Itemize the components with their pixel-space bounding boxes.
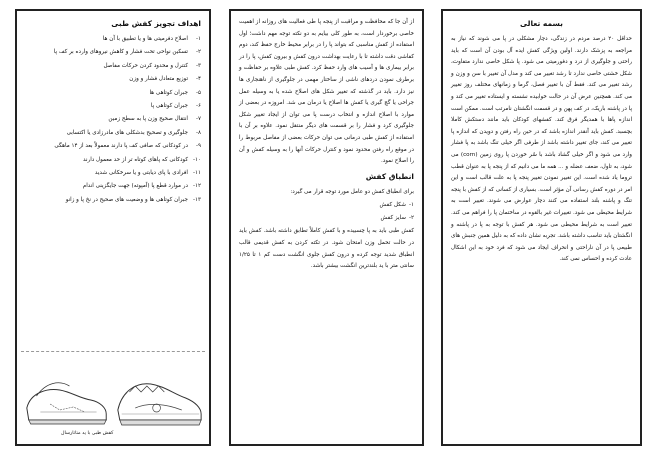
list-item: ۱۰- کودکانی که پاهای کوتاه تر از حد معمول دارند (83, 156, 201, 163)
middle-body: از آن جا که محافظت و مراقبت از پنجه پا طی فعالیت های روزانه از اهمیت خاصی برخوردار است، به طور کلی بیایم به دو نکته توجه مهم داشت؛ اول استفاده از کفش مناسبی که بتواند پا را در برابر محیط خارج حفظ کند، دوم کفاشی دقت داشته تا با رعایت بهداشت درون کفش و بیرون کفش، پا را در برابر بیماری ها و آسیب های وارد حفظ کرد. کفش طبی علاوه بر حفاظت و برطرف نمودن دردهای ناشی از ساختار مهمی در جلوگیری از ناهنجاری ها نیز دارد. باید در گذشته که تغییر شکل های اصلاح شده یا به وسیله عمل جراحی یا گچ گیری یا کفش ها اصلاح یا درمان می شد. امروزه در بعضی از موارد با اصلاح اندازه و انتخاب درست پا می توان از ایجاد تغییر شکل جلوگیری کرد و فشار را بر قسمت های دیگر منتقل نمود. علاوه بر آن با استفاده از کفش طبی درمانی می توان حرکات بعضی از مفاصل مربوط را در موقع راه رفتن محدود نمود و کنترل حرکات آنها را به وسیله کفش و آن را اصلاح نمود. (239, 19, 414, 165)
list-item: ۱۱- افرادی با پای دیابتی و یا سرخکانی شدید (94, 169, 201, 176)
shoe-illustration (21, 351, 205, 438)
list-item: ۱- شکل کفش (379, 202, 414, 209)
goals-list (25, 34, 201, 206)
shoe-fit-intro: برای انطباق کفش دو عامل مورد توجه قرار می گیرد: (290, 188, 414, 195)
list-item: ۱- اصلاح دفرمیتی ها و یا تطبیق با آن ها (102, 36, 201, 42)
list-item: ۱۲- در موارد قطع پا (آمپوته) جهت جایگزینی اندام (82, 183, 201, 190)
list-item: ۴- توزیع متعادل فشار و وزن (129, 76, 201, 83)
left-column (15, 9, 211, 446)
list-item: ۶- جبران کوتاهی پا (150, 102, 201, 109)
left-heading: اهداف تجویز کفش طبی (111, 19, 201, 28)
list-item: ۷- انتقال صحیح وزن پا به سطح زمین (108, 116, 201, 123)
list-item: ۵- جبران کوتاهی ها (149, 89, 201, 96)
right-column (441, 9, 642, 446)
list-item: ۹- در کودکانی که صافی کف پا دارند معمولاً بعد از ۱۴ ماهگی (54, 143, 201, 150)
shoe-fit-heading: انطباق کفش (365, 171, 414, 181)
shoe-drawing (21, 352, 205, 438)
list-item: ۱۳- جبران کوتاهی ها و وضعیت های صحیح در نخ پا و زانو (65, 196, 201, 203)
right-heading: بسمه تعالی (520, 19, 563, 28)
shoe-fit-section (239, 172, 414, 273)
middle-column (229, 9, 424, 446)
list-item: ۸- جلوگیری و تصحیح بدشکلی های مادرزادی یا اکتسابی (66, 129, 201, 136)
list-item: ۳- کنترل و محدود کردن حرکات مفاصل (103, 62, 201, 69)
figure-caption: کفش طبی با پد متاتارسال (61, 431, 114, 436)
shoe-fit-body: کفش طبی باید به پا چسبیده و با کفش کاملاً تطابق داشته باشد. کفش باید در حالت تحمل وزن امتحان شود. در تکته کردن به کفش قدیمی قالب انطباق شدید توجه کرده و درون کفش جلوی انگشت دست کم ۱ تا ۱/۲۵ سانتی متر با ید بلندترین انگشت بیشتر باشد. (239, 228, 415, 270)
right-body: حداقل ۲۰ درصد مردم در زندگی، دچار مشکلی در پا می شوند که نیاز به مراجعه به پزشک دارند. اولین ویژگی کفش ایده آل بودن آن است که باید راحتی و جلوگیری از درد و دفورمیتی می شود. پا شکل خاصی ندارد متفاوت، شکل خشتی خاصی ندارد تا رشد تغییر می کند و مدل آن تغییر با سن و وزن و رشد تغییر می کند. فقط آن با تغییر فصل، گرما و زمانهای مختلف روز تغییر می کند. همچنین عرض آن در حالت خوابیده نشسته و ایستاده تغییر می کند و پا در پاشنه باریک، در کف پهن و در قسمت انگشتان نامرتب است. ممکن است اندازه پاها با همدیگر فرق کند. کفشهای کودکان باید مانند دستکش کاملا بچسبد. کفش باید آنقدر اندازه باشد که در حین راه رفتن و دویدن که اندازه پا تغییر می کند، جای تغییر داشته باشد از طرفی اگر خیلی تنگ باشد به پا فشار وارد می شود و اگر خیلی گشاد باشد با سُر خوردن پا روی زمین (corn) می شود، به تاول، ضعف عضله و ... همه ما می دانیم که از پنجه پا به عنوان قطب تروما یاد شده است. این تغییر نمودن تغییر پنجه پا به علت قالب است و این امر در دوره کفش رسانی آن مؤثر است. بسیاری از کسانی که از کفش با پنجه تنگ و پاشنه بلند استفاده می کنند دچار عوارض می شوند. تغییر است به شرایط محیطی می شود. تغییرات غیر بالقوه در ساختمان پا را فراهم می کند. تغییر است به شرایط محیطی می شود. هر کفش با توجه به پا در پاشنه و انگشتان باید تناسب داشته باشد. تجربه نشان داده که به دلیل همین جنبش های طبیعی پا در آن ناراحتی و انحراف ایجاد می شود که فرد خود به این اشکال عادت کرده و احساس نمی کند. (451, 36, 633, 263)
list-item: ۲- تسکین نواحی تحت فشار و کاهش نیروهای وارده بر کف پا (53, 49, 201, 56)
list-item: ۲- سایز کفش (380, 215, 414, 222)
